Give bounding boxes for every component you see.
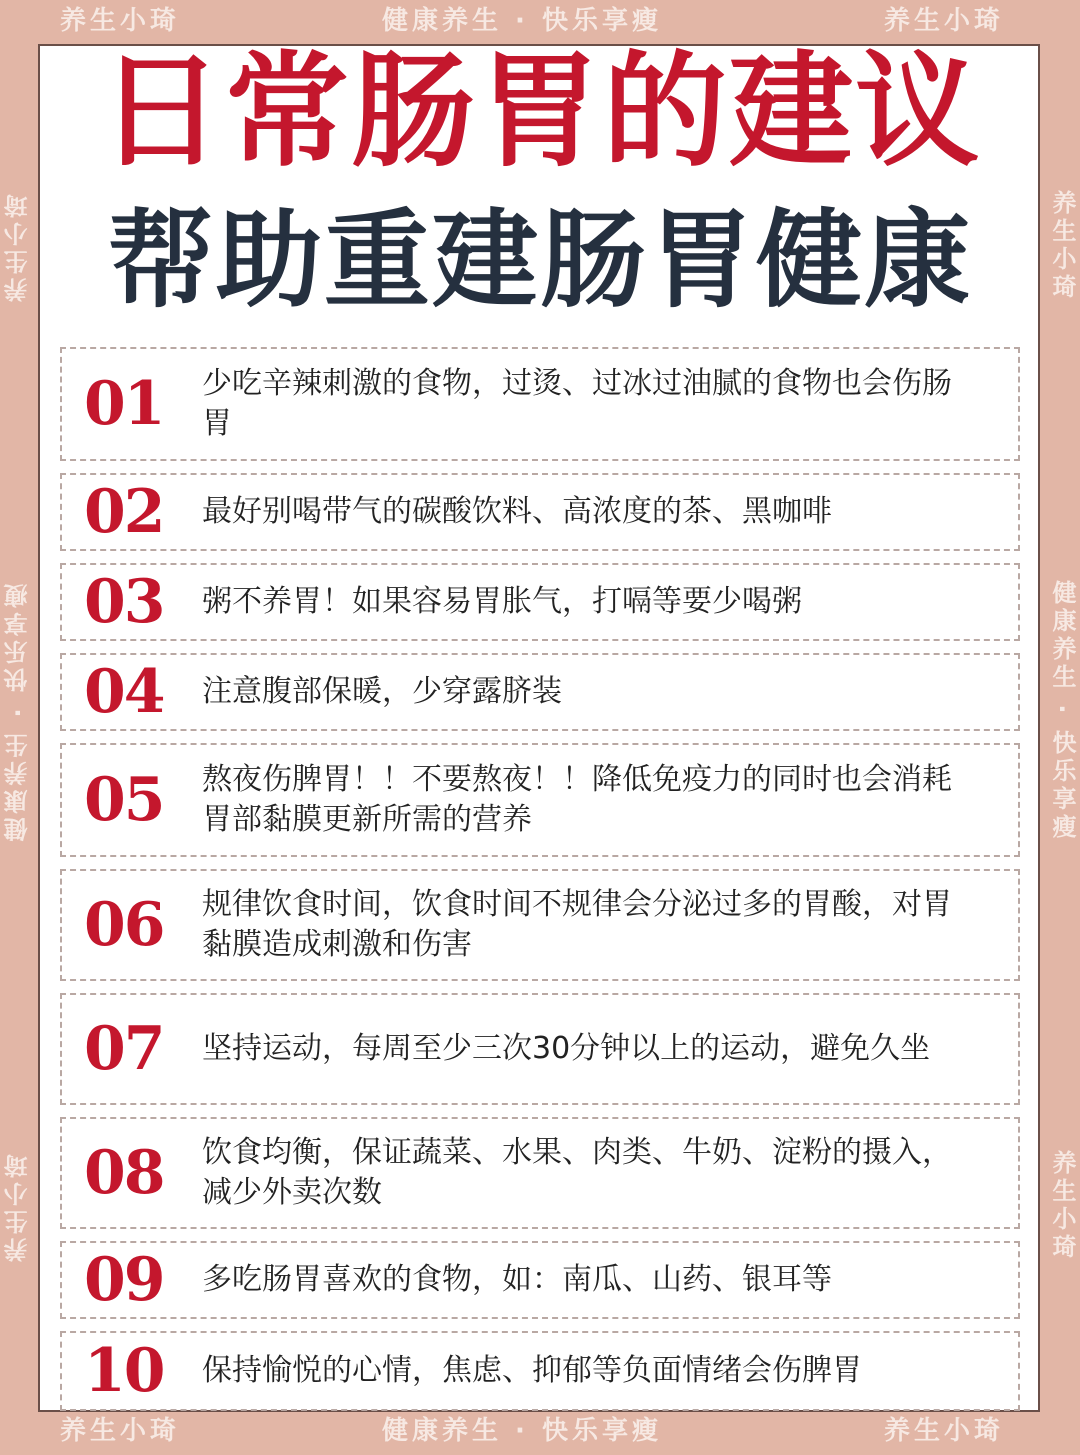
footer-right-watermark: 养生小琦	[884, 1416, 1005, 1446]
tip-item-04	[60, 653, 1020, 731]
tip-text: 最好别喝带气的碳酸饮料、高浓度的茶、黑咖啡	[202, 494, 832, 529]
tip-number: 01	[84, 369, 164, 439]
tip-number: 08	[84, 1138, 164, 1208]
page-subtitle: 帮助重建肠胃健康	[108, 199, 972, 322]
tip-number: 02	[84, 477, 164, 547]
tip-text: 饮食均衡，保证蔬菜、水果、肉类、牛奶、淀粉的摄入，减少外卖次数	[202, 1135, 952, 1210]
tip-item-05	[60, 743, 1020, 857]
side-left-middle-slogan: 健康养生 · 快乐享瘦	[4, 580, 32, 842]
tip-number: 09	[84, 1245, 164, 1315]
tip-item-06	[60, 869, 1020, 981]
side-left-bottom-watermark: 养生小琦	[4, 1150, 32, 1262]
tip-item-08	[60, 1117, 1020, 1229]
footer-left-watermark: 养生小琦	[60, 1416, 181, 1446]
tip-text: 少吃辛辣刺激的食物，过烫、过冰过油腻的食物也会伤肠胃	[202, 366, 952, 441]
tip-text: 粥不养胃！如果容易胃胀气，打嗝等要少喝粥	[202, 584, 802, 619]
tip-text: 多吃肠胃喜欢的食物，如：南瓜、山药、银耳等	[202, 1262, 832, 1297]
side-right-top-watermark: 养生小琦	[1048, 190, 1076, 302]
tip-text: 注意腹部保暖，少穿露脐装	[202, 674, 562, 709]
header-center-slogan: 健康养生 · 快乐享瘦	[382, 6, 662, 36]
footer-center-slogan: 健康养生 · 快乐享瘦	[382, 1416, 662, 1446]
tip-number: 05	[84, 765, 164, 835]
tip-number: 04	[84, 657, 164, 727]
header-left-watermark: 养生小琦	[60, 6, 181, 36]
tip-item-10	[60, 1331, 1020, 1411]
tip-item-02	[60, 473, 1020, 551]
tips-list	[60, 347, 1020, 1423]
side-left-top-watermark: 养生小琦	[4, 190, 32, 302]
tip-item-07	[60, 993, 1020, 1105]
tip-text: 保持愉悦的心情，焦虑、抑郁等负面情绪会伤脾胃	[202, 1353, 862, 1388]
page-title: 日常肠胃的建议	[98, 40, 981, 184]
side-right-bottom-watermark: 养生小琦	[1048, 1150, 1076, 1262]
header-right-watermark: 养生小琦	[884, 6, 1005, 36]
tip-number: 10	[84, 1336, 164, 1406]
tip-number: 03	[84, 567, 164, 637]
side-right-middle-slogan: 健康养生 · 快乐享瘦	[1048, 580, 1076, 842]
tip-number: 06	[84, 890, 164, 960]
tip-number: 07	[84, 1014, 164, 1084]
tip-text: 坚持运动，每周至少三次30分钟以上的运动，避免久坐	[202, 1031, 931, 1066]
tip-text: 熬夜伤脾胃！！不要熬夜！！降低免疫力的同时也会消耗胃部黏膜更新所需的营养	[202, 762, 952, 837]
tip-item-03	[60, 563, 1020, 641]
tip-text: 规律饮食时间，饮食时间不规律会分泌过多的胃酸，对胃黏膜造成刺激和伤害	[202, 887, 952, 962]
tip-item-01	[60, 347, 1020, 461]
tip-item-09	[60, 1241, 1020, 1319]
